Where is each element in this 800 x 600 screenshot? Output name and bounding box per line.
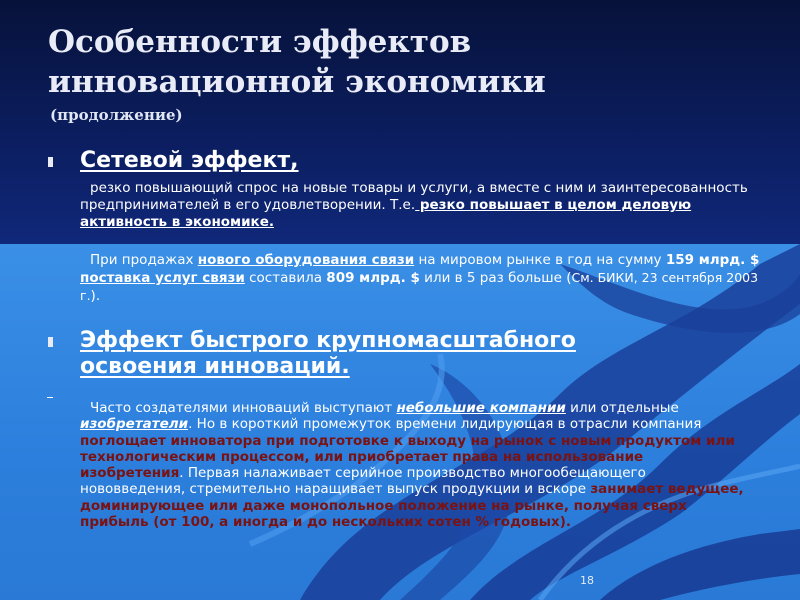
bullet-marker bbox=[48, 157, 53, 167]
emphasis-text: небольшие компании bbox=[396, 400, 566, 416]
slide-subtitle: (продолжение) bbox=[50, 106, 183, 124]
title-line-1: Особенности эффектов bbox=[48, 24, 472, 60]
dash-marker bbox=[47, 397, 53, 398]
text-span: или отдельные bbox=[565, 400, 679, 416]
slide-title bbox=[48, 22, 546, 102]
text-span: При продажах bbox=[90, 252, 198, 268]
underlined-text: поставка услуг связи bbox=[80, 270, 245, 286]
value-text: 809 млрд. $ bbox=[326, 270, 420, 286]
text-span: ). bbox=[90, 288, 101, 304]
innovation-adoption-description bbox=[80, 400, 750, 530]
underlined-text: нового оборудования связи bbox=[197, 252, 415, 268]
telecom-sales-paragraph bbox=[80, 252, 760, 305]
title-line-2: инновационной экономики bbox=[48, 64, 546, 100]
text-span: Часто создателями инноваций выступают bbox=[90, 400, 397, 416]
network-effect-description bbox=[80, 180, 760, 231]
text-span: на мировом рынке в год на сумму bbox=[414, 252, 666, 268]
section-heading-innovation-adoption bbox=[80, 328, 740, 380]
emphasis-text: резко повышает в целом деловую активность в экономике. bbox=[80, 197, 692, 230]
emphasis-text: изобретатели bbox=[80, 416, 189, 433]
page-number: 18 bbox=[580, 574, 594, 587]
heading-line-2: освоения инноваций. bbox=[80, 354, 350, 379]
text-span: . Первая налаживает серийное производство многообещающего нововведения, стремительно наращивает выпуск продукции и вскоре bbox=[80, 465, 646, 498]
value-text: 159 млрд. $ bbox=[665, 252, 760, 268]
text-span: составила bbox=[244, 270, 327, 286]
heading-line-1: Эффект быстрого крупномасштабного bbox=[80, 328, 576, 353]
text-span: резко повышающий спрос на новые товары и услуги, а вместе с ним и заинтересованность предпринимателей в его удовлетворении. Т.е. bbox=[80, 180, 748, 213]
text-span: . Но в короткий промежуток времени лидирующая в отрасли компания bbox=[188, 416, 702, 433]
source-citation: См. БИКИ, 23 сентября 2003 г. bbox=[80, 270, 759, 303]
section-heading-network-effect: Сетевой эффект, bbox=[80, 148, 299, 173]
highlight-text: поглощает инноватора при подготовке к выходу на рынок с новым продуктом или технологическим процессом, или приобретает права на использование изобретения bbox=[80, 432, 735, 482]
bullet-marker bbox=[48, 337, 53, 347]
highlight-text: занимает ведущее, доминирующее или даже монопольное положение на рынке, получая сверх прибыль (от 100, а иногда и до нескольких сотен % годовых). bbox=[80, 481, 744, 531]
text-span: или в 5 раз больше ( bbox=[419, 270, 572, 286]
